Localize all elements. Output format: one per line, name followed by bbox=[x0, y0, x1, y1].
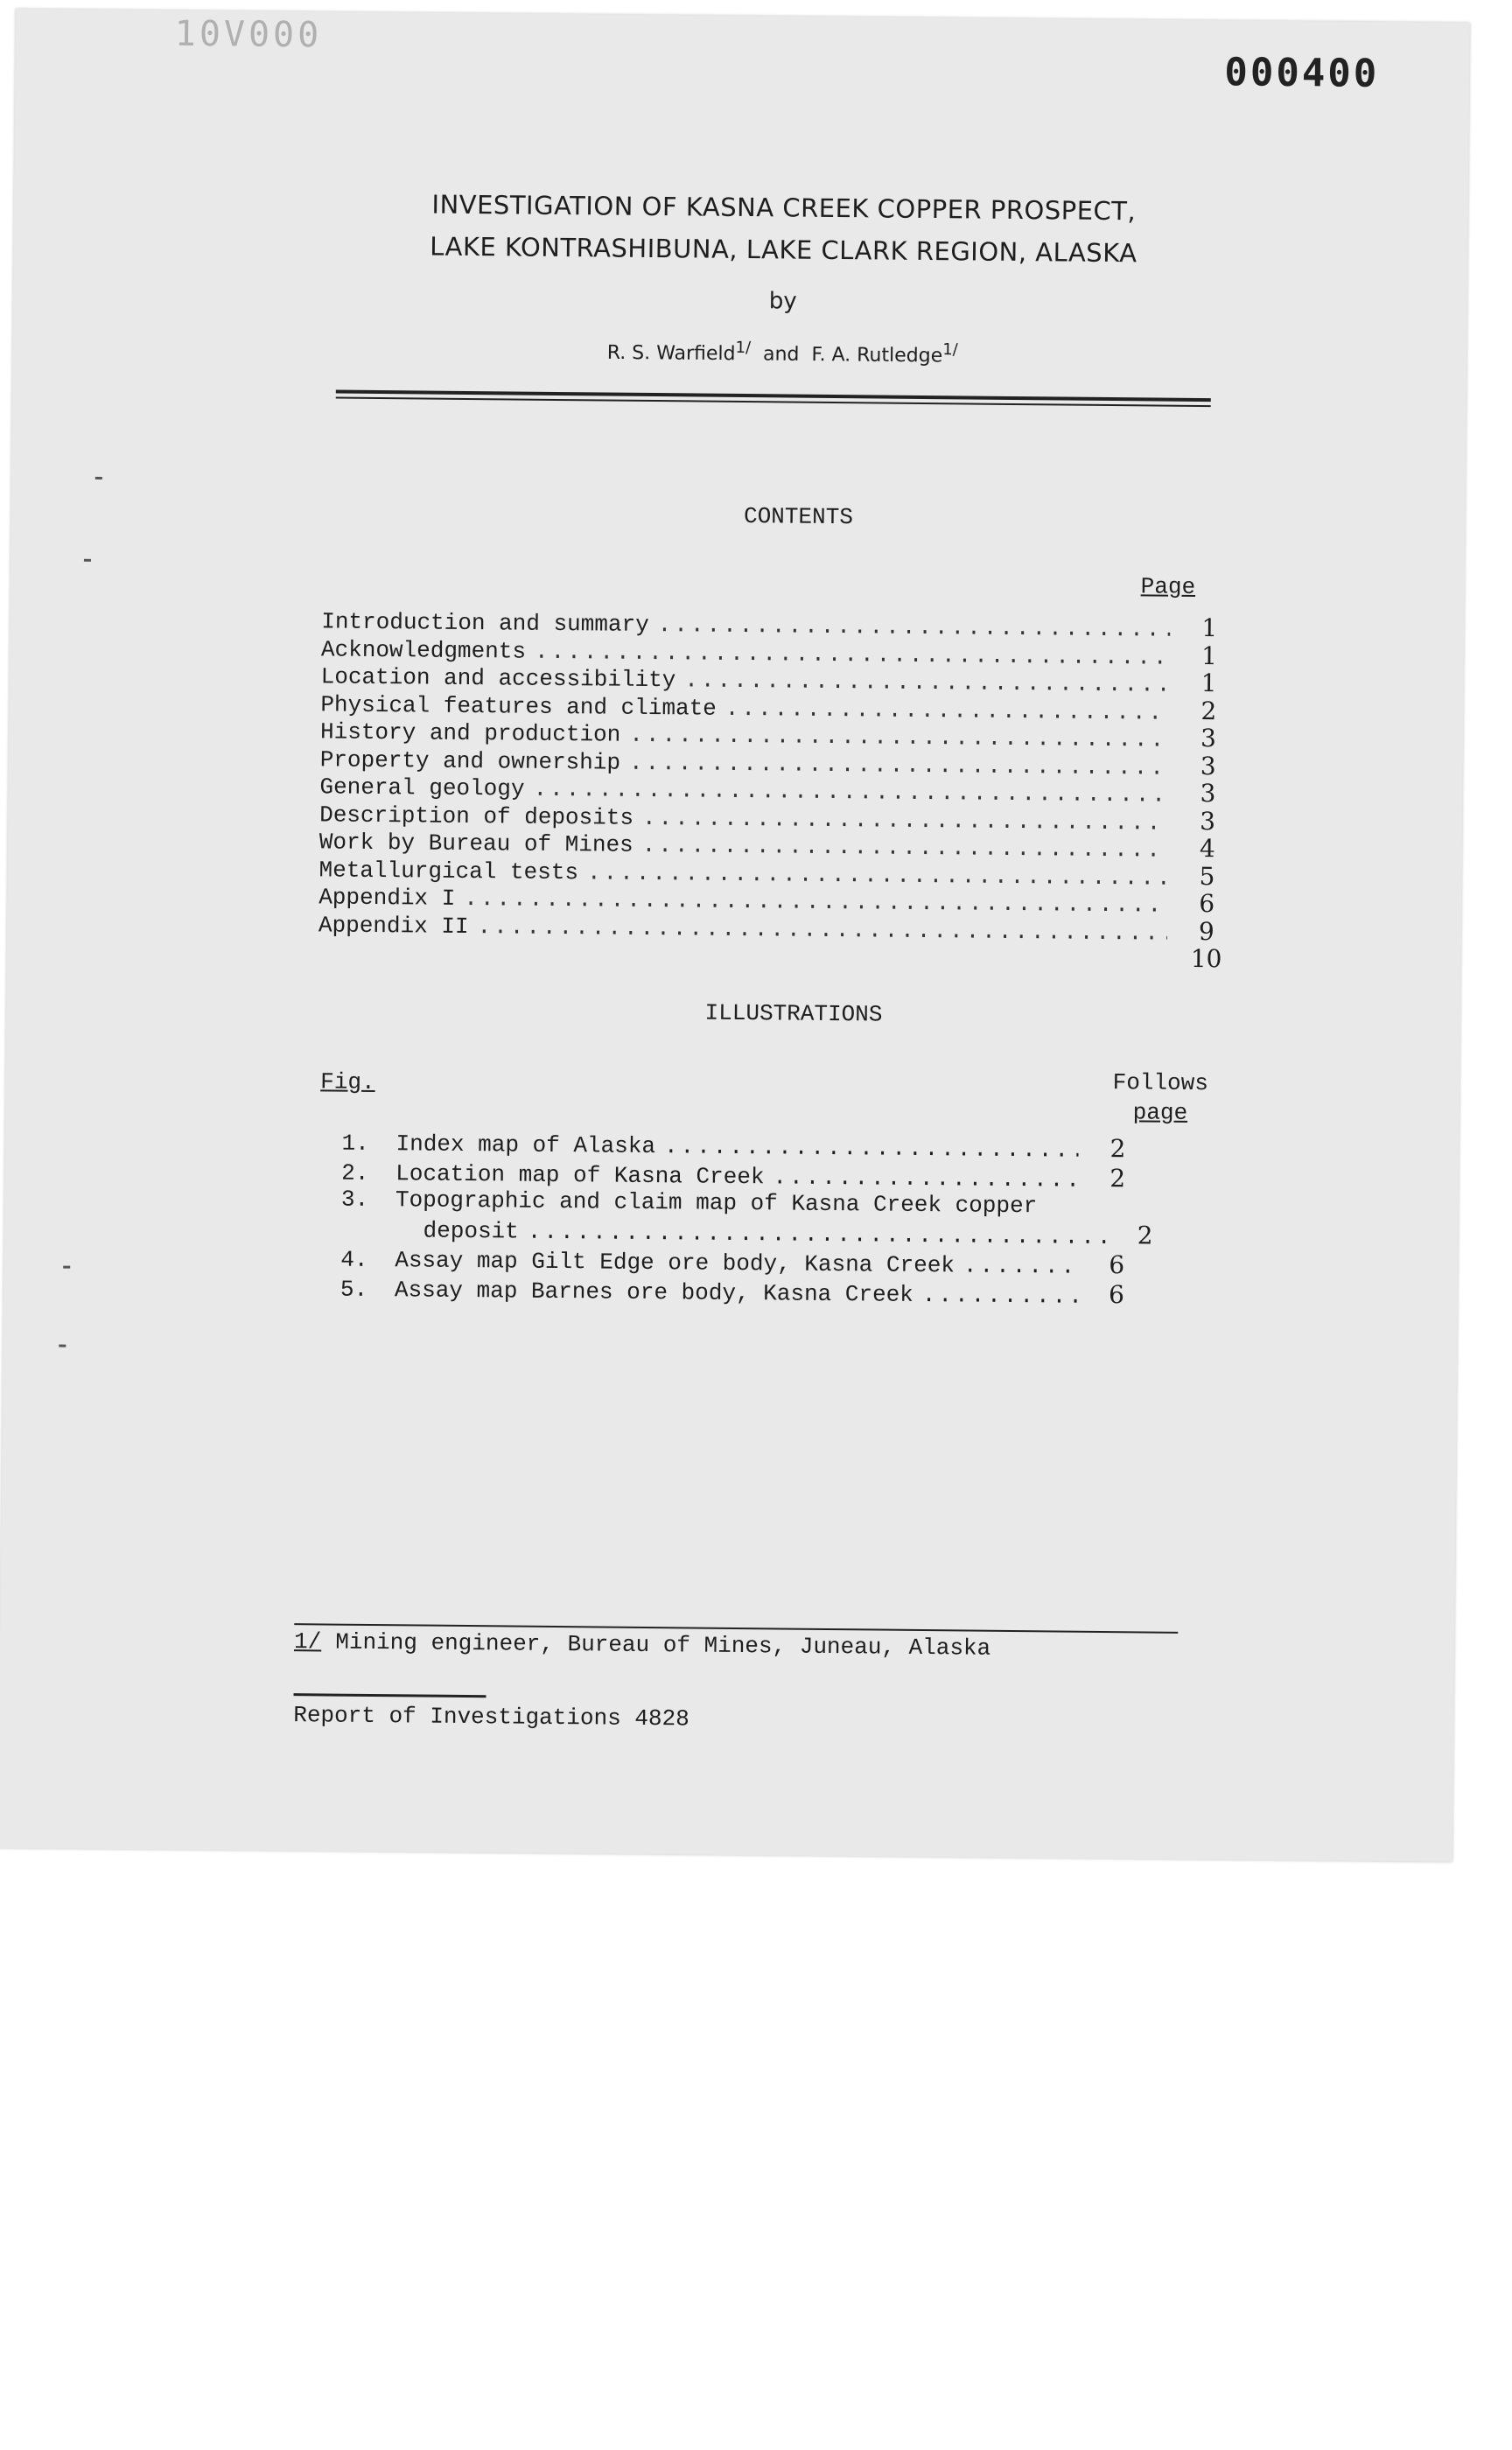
contents-row-page: 1 bbox=[1201, 613, 1218, 643]
contents-row-label: Acknowledgments bbox=[320, 635, 527, 665]
dot-leader bbox=[922, 1282, 1077, 1310]
illustrations-heading: ILLUSTRATIONS bbox=[704, 999, 883, 1028]
dot-leader bbox=[773, 1164, 1078, 1193]
illustration-page-spacer bbox=[1078, 1213, 1157, 1214]
contents-row-label: Appendix I bbox=[318, 884, 456, 912]
illustration-title-continuation-text: deposit bbox=[423, 1217, 519, 1245]
margin-mark bbox=[63, 1266, 70, 1269]
illustration-number: 3. bbox=[340, 1186, 369, 1213]
byline: by bbox=[768, 288, 797, 315]
illustration-title-text: Topographic and claim map of Kasna Creek copper bbox=[395, 1186, 1038, 1220]
contents-row-page: 3 bbox=[1200, 724, 1217, 753]
margin-mark bbox=[59, 1345, 66, 1348]
report-rule bbox=[294, 1693, 486, 1698]
fig-column-heading: Fig. bbox=[320, 1068, 375, 1096]
illustration-title-text: Index map of Alaska bbox=[396, 1130, 656, 1160]
dot-leader bbox=[629, 749, 1169, 780]
contents-heading: CONTENTS bbox=[743, 503, 854, 531]
authors-conjunction: and bbox=[762, 343, 800, 366]
contents-row-label: Location and accessibility bbox=[320, 663, 676, 694]
contents-list bbox=[318, 605, 1241, 972]
contents-row-page: 4 bbox=[1199, 834, 1215, 864]
contents-row-label: Appendix II bbox=[318, 911, 469, 940]
dot-leader bbox=[684, 667, 1170, 697]
title-block bbox=[345, 183, 1222, 370]
illustration-page: 2 bbox=[1110, 1134, 1126, 1164]
contents-row-page: 3 bbox=[1200, 779, 1216, 808]
contents-row-label: Physical features and climate bbox=[320, 690, 717, 722]
contents-row-page: 1 bbox=[1200, 640, 1218, 670]
contents-page-column-heading: Page bbox=[1140, 573, 1196, 600]
faint-stamp-number: 10V000 bbox=[174, 13, 323, 56]
dot-leader bbox=[963, 1252, 1078, 1279]
document-page bbox=[0, 9, 1470, 1862]
footnote-mark: 1/ bbox=[293, 1628, 322, 1656]
dot-leader bbox=[629, 722, 1169, 753]
dot-leader bbox=[642, 804, 1168, 836]
dot-leader bbox=[587, 859, 1168, 891]
illustrations-list bbox=[340, 1127, 1217, 1312]
illustration-number: 5. bbox=[340, 1276, 368, 1303]
dot-leader bbox=[664, 1133, 1079, 1164]
contents-row-label: Work by Bureau of Mines bbox=[318, 829, 634, 858]
authors bbox=[345, 335, 1220, 370]
contents-row bbox=[321, 605, 1240, 641]
illustration-title-text: Location map of Kasna Creek bbox=[396, 1160, 765, 1191]
footnote-text: Mining engineer, Bureau of Mines, Juneau, Alaska bbox=[335, 1628, 991, 1662]
author-2-note-mark: 1/ bbox=[942, 340, 958, 360]
illustration-number-spacer bbox=[341, 1236, 396, 1237]
author-1: R. S. Warfield bbox=[606, 341, 736, 366]
illustration-page: 6 bbox=[1109, 1250, 1125, 1280]
dot-leader bbox=[725, 695, 1170, 725]
title-rule bbox=[336, 390, 1211, 408]
contents-row-page: 6 bbox=[1199, 889, 1215, 919]
illustration-number: 2. bbox=[341, 1159, 369, 1186]
illustration-page: 2 bbox=[1137, 1221, 1153, 1250]
contents-row-label: Introduction and summary bbox=[321, 608, 649, 638]
illustration-page: 2 bbox=[1110, 1164, 1126, 1194]
illustration-title-text: Assay map Gilt Edge ore body, Kasna Creek bbox=[395, 1247, 956, 1279]
contents-row-page: 3 bbox=[1200, 751, 1216, 780]
follows-page-heading bbox=[1099, 1068, 1222, 1128]
page-stamp-number: 000400 bbox=[1224, 50, 1380, 96]
dot-leader bbox=[528, 1219, 1106, 1250]
author-1-note-mark: 1/ bbox=[735, 338, 752, 358]
contents-row-label: History and production bbox=[319, 718, 621, 748]
author-2: F. A. Rutledge bbox=[811, 344, 943, 368]
illustration-page: 6 bbox=[1108, 1280, 1125, 1310]
margin-mark bbox=[84, 559, 91, 562]
contents-row-label: Metallurgical tests bbox=[318, 856, 579, 886]
illustration-number: 1. bbox=[341, 1130, 369, 1157]
contents-row-label: Description of deposits bbox=[319, 801, 634, 831]
follows-label: Follows bbox=[1112, 1069, 1209, 1097]
illustration-number: 4. bbox=[340, 1246, 368, 1273]
contents-row-page: 9 bbox=[1198, 916, 1215, 946]
dot-leader bbox=[658, 612, 1171, 643]
contents-row-label: Property and ownership bbox=[319, 746, 621, 776]
contents-row-page: 1 bbox=[1200, 668, 1217, 698]
title-line-1: INVESTIGATION OF KASNA CREEK COPPER PROSPECT, bbox=[431, 189, 1137, 227]
contents-row-page: 3 bbox=[1200, 806, 1216, 836]
contents-row-label: General geology bbox=[319, 774, 525, 802]
dot-leader bbox=[642, 832, 1168, 864]
illustration-title bbox=[395, 1277, 1077, 1309]
follows-page-label: page bbox=[1132, 1099, 1188, 1126]
footnote bbox=[294, 1628, 990, 1662]
title-line-2: LAKE KONTRASHIBUNA, LAKE CLARK REGION, ALASKA bbox=[430, 231, 1138, 269]
contents-row-page: 5 bbox=[1199, 861, 1215, 891]
report-number: Report of Investigations 4828 bbox=[293, 1702, 690, 1732]
contents-row-page: 10 bbox=[1190, 943, 1222, 974]
margin-mark bbox=[95, 477, 102, 480]
contents-row-page: 2 bbox=[1200, 696, 1217, 725]
illustration-title-text: Assay map Barnes ore body, Kasna Creek bbox=[394, 1277, 914, 1308]
